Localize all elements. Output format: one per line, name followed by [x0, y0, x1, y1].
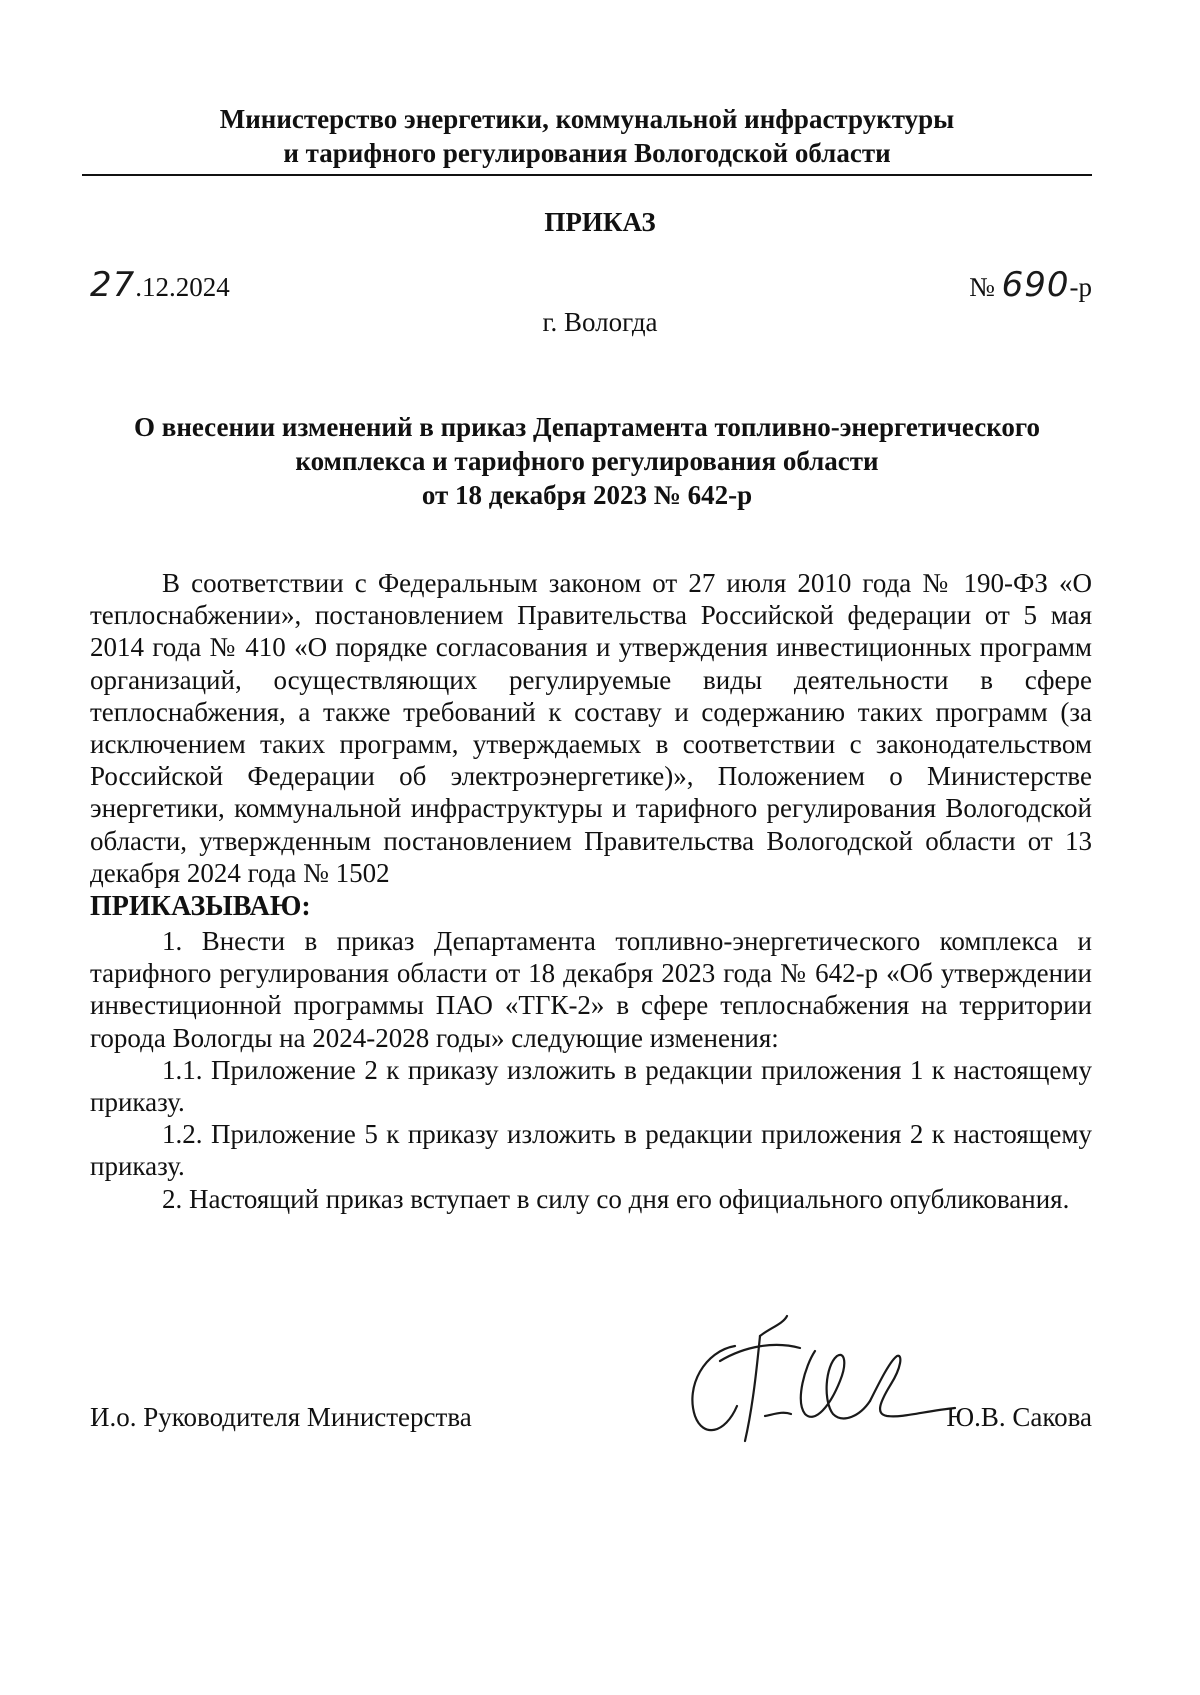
preamble-paragraph: В соответствии с Федеральным законом от 27 июля 2010 года № 190-ФЗ «О теплоснабжении», постановлением Правительства Российской федерации от 5 мая 2014 года № 410 «О порядке согласования и утверждения инвестиционных программ организаций, осуществляющих регулируемые виды деятельности в сфере теплоснабжения, а также требований к составу и содержанию таких программ (за исключением таких программ, утверждаемых в соответствии с законодательством Российской Федерации об электроэнергетике)», Положением о Министерстве энергетики, коммунальной инфраструктуры и тарифного регулирования Вологодской области, утвержденным постановлением Правительства Вологодской области от 13 декабря 2024 года № 1502	[90, 568, 1092, 888]
ministry-header-line1: Министерство энергетики, коммунальной инфраструктуры	[219, 104, 955, 134]
document-body	[90, 567, 1092, 1215]
number-suffix: -р	[1069, 272, 1092, 302]
printed-date-rest: .12.2024	[135, 272, 230, 302]
item-1-2-paragraph: 1.2. Приложение 5 к приказу изложить в редакции приложения 2 к настоящему приказу.	[90, 1119, 1092, 1182]
subject-line2: комплекса и тарифного регулирования области	[295, 446, 879, 476]
order-word: ПРИКАЗЫВАЮ:	[90, 891, 311, 923]
handwritten-day: 27	[90, 265, 136, 305]
document-type-title: ПРИКАЗ	[544, 207, 656, 237]
item-1-1-paragraph: 1.1. Приложение 2 к приказу изложить в редакции приложения 1 к настоящему приказу.	[90, 1054, 1092, 1118]
subject-line1: О внесении изменений в приказ Департамента топливно-энергетического	[133, 412, 1040, 442]
ministry-header	[82, 102, 1092, 170]
document-city: г. Вологда	[542, 307, 658, 337]
signatory-title: И.о. Руководителя Министерства	[90, 1402, 472, 1432]
signatory-name: Ю.В. Сакова	[946, 1402, 1092, 1432]
item-1-paragraph: 1. Внести в приказ Департамента топливно-энергетического комплекса и тарифного регулирования области от 18 декабря 2023 года № 642-р «Об утверждении инвестиционной программы ПАО «ТГК-2» в сфере теплоснабжения на территории города Вологды на 2024-2028 годы» следующие изменения:	[90, 926, 1092, 1053]
ministry-header-line2: и тарифного регулирования Вологодской области	[283, 138, 891, 168]
subject-line3: от 18 декабря 2023 № 642-р	[421, 480, 753, 510]
document-subject	[82, 410, 1092, 512]
signature-block	[90, 1388, 1092, 1468]
handwritten-signature	[665, 1306, 965, 1446]
number-prefix: №	[969, 272, 1002, 302]
handwritten-number: 690	[1001, 265, 1070, 305]
header-divider	[82, 174, 1092, 176]
document-number	[969, 265, 1092, 305]
item-2-paragraph: 2. Настоящий приказ вступает в силу со дня его официального опубликования.	[162, 1183, 1070, 1214]
document-date	[90, 265, 230, 305]
